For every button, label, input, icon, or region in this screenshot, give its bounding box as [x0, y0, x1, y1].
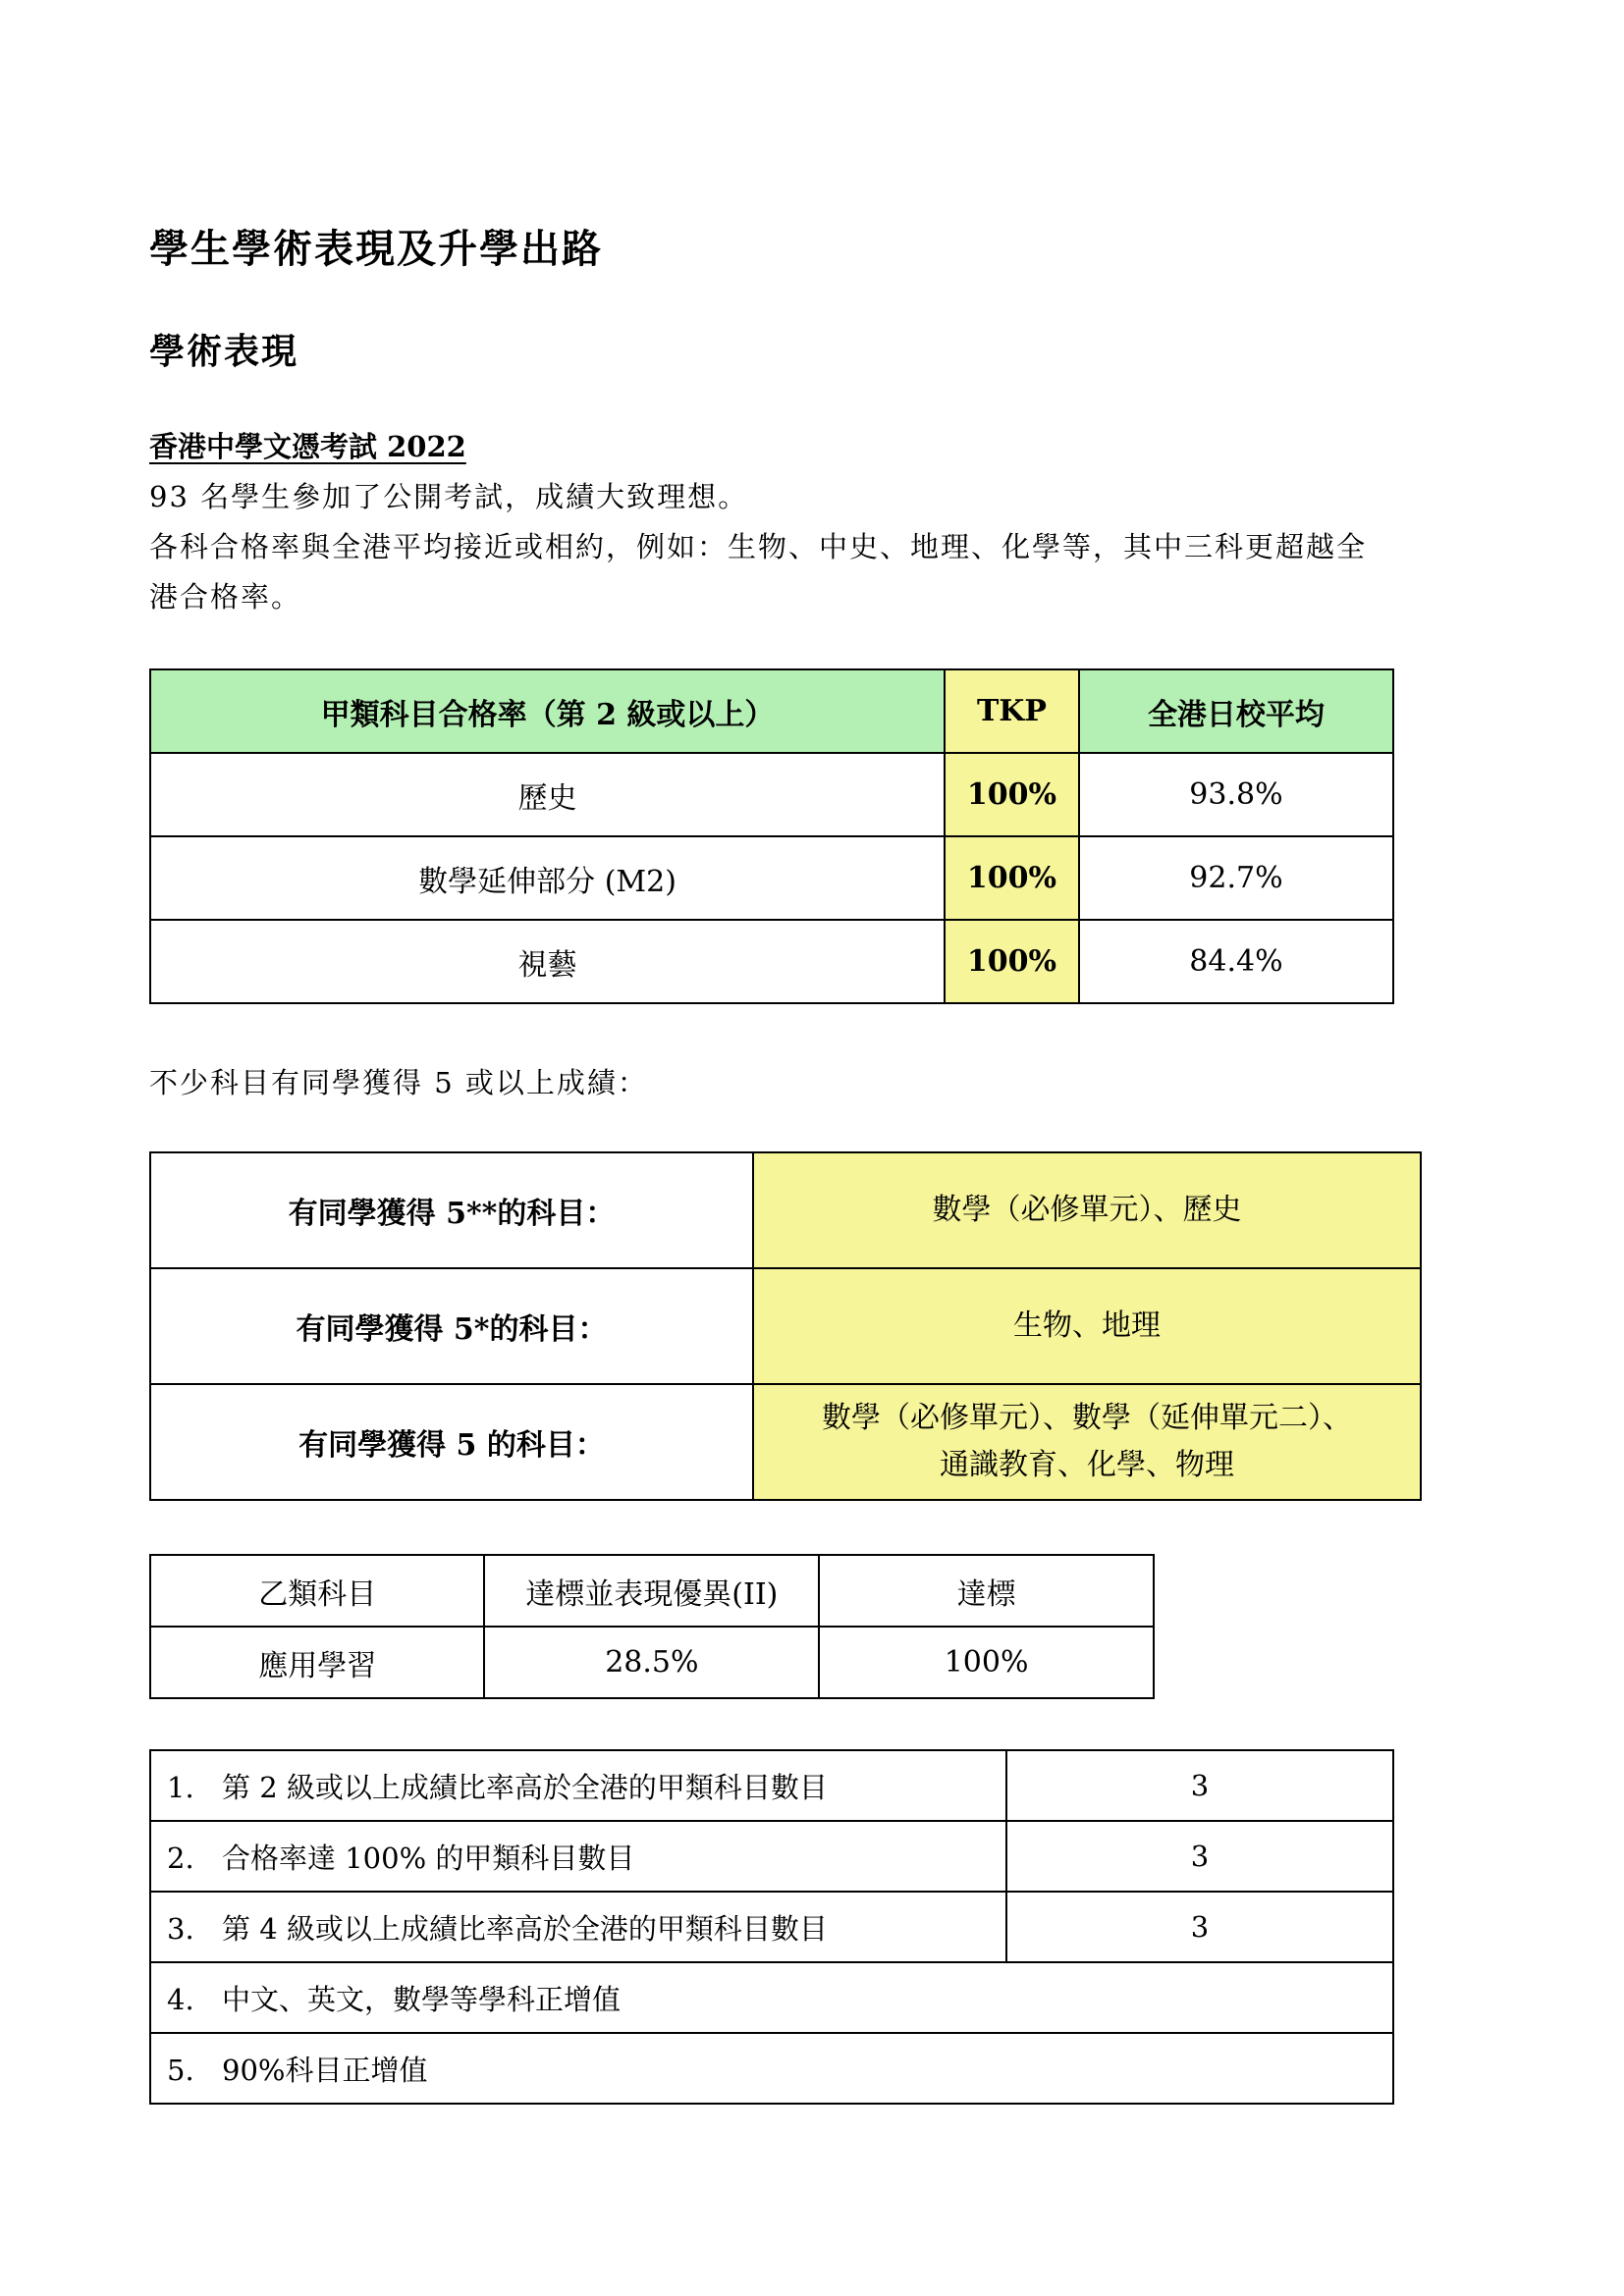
tkp-rate-cell: 100%: [945, 920, 1079, 1003]
item-value-cell: 3: [1006, 1821, 1393, 1892]
excellent-rate-cell: 28.5%: [484, 1627, 819, 1698]
grade-label-cell: 有同學獲得 5 的科目：: [150, 1384, 753, 1500]
tkp-rate-cell: 100%: [945, 836, 1079, 920]
header-category-b: 乙類科目: [150, 1555, 484, 1627]
subsection-title: 香港中學文憑考試 2022: [149, 430, 466, 463]
level5-intro: 不少科目有同學獲得 5 或以上成績：: [149, 1066, 648, 1099]
table-header-row: [150, 1555, 1154, 1627]
table-header-row: [150, 669, 1393, 753]
header-attained-excellent: 達標並表現優異(II): [484, 1555, 819, 1627]
intro-paragraph-1: 93 名學生參加了公開考試，成績大致理想。: [149, 480, 749, 513]
page-title: 學生學術表現及升學出路: [149, 226, 603, 272]
subjects-line: 數學（必修單元）、歷史: [932, 1193, 1242, 1227]
subjects-line: 通識教育、化學、物理: [940, 1448, 1234, 1482]
summary-item-cell: [150, 1821, 1006, 1892]
item-value-cell: 3: [1006, 1892, 1393, 1962]
subjects-line: 數學（必修單元）、數學（延伸單元二）、: [822, 1401, 1352, 1435]
item-number: 3.: [167, 1911, 194, 1946]
grade-subjects-cell: [753, 1268, 1421, 1384]
header-tkp: TKP: [945, 669, 1079, 753]
subjects-line: 生物、地理: [1013, 1308, 1161, 1343]
section-title: 學術表現: [149, 331, 299, 372]
grade-label-cell: 有同學獲得 5**的科目：: [150, 1152, 753, 1268]
pass-rate-table: [149, 668, 1394, 1004]
intro-paragraph-3: 港合格率。: [149, 580, 302, 614]
grade-label-cell: 有同學獲得 5*的科目：: [150, 1268, 753, 1384]
item-text: 合格率達 100% 的甲類科目數目: [222, 1841, 635, 1875]
header-subject: 甲類科目合格率（第 2 級或以上）: [150, 669, 945, 753]
item-number: 5.: [167, 2053, 194, 2087]
intro-paragraph-2: 各科合格率與全港平均接近或相約，例如：生物、中史、地理、化學等，其中三科更超越全: [149, 530, 1368, 563]
table-row: [150, 920, 1393, 1003]
top-grades-table: [149, 1151, 1422, 1501]
item-text: 90%科目正增值: [222, 2053, 428, 2087]
summary-item-cell: [150, 2033, 1393, 2104]
item-text: 第 4 級或以上成績比率高於全港的甲類科目數目: [222, 1911, 828, 1946]
subject-cell: 視藝: [150, 920, 945, 1003]
table-row: [150, 1892, 1393, 1962]
item-number: 1.: [167, 1770, 194, 1804]
subject-cell: 應用學習: [150, 1627, 484, 1698]
grade-subjects-cell: [753, 1384, 1421, 1500]
table-row: [150, 1268, 1421, 1384]
header-attained: 達標: [819, 1555, 1154, 1627]
header-hk-average: 全港日校平均: [1079, 669, 1393, 753]
grade-subjects-cell: [753, 1152, 1421, 1268]
item-text: 第 2 級或以上成績比率高於全港的甲類科目數目: [222, 1770, 828, 1804]
item-number: 4.: [167, 1982, 194, 2016]
attained-rate-cell: 100%: [819, 1627, 1154, 1698]
item-text: 中文、英文，數學等學科正增值: [222, 1982, 622, 2016]
table-row: [150, 1384, 1421, 1500]
subject-cell: 歷史: [150, 753, 945, 836]
table-row: [150, 1627, 1154, 1698]
table-row: [150, 836, 1393, 920]
table-row: [150, 1962, 1393, 2033]
hk-average-cell: 84.4%: [1079, 920, 1393, 1003]
table-row: [150, 753, 1393, 836]
category-b-table: [149, 1554, 1155, 1699]
summary-item-cell: [150, 1750, 1006, 1821]
tkp-rate-cell: 100%: [945, 753, 1079, 836]
summary-table: [149, 1749, 1394, 2105]
hk-average-cell: 93.8%: [1079, 753, 1393, 836]
table-row: [150, 1152, 1421, 1268]
table-row: [150, 1750, 1393, 1821]
summary-item-cell: [150, 1892, 1006, 1962]
subject-cell: 數學延伸部分 (M2): [150, 836, 945, 920]
item-number: 2.: [167, 1841, 194, 1875]
table-row: [150, 2033, 1393, 2104]
summary-item-cell: [150, 1962, 1393, 2033]
table-row: [150, 1821, 1393, 1892]
item-value-cell: 3: [1006, 1750, 1393, 1821]
hk-average-cell: 92.7%: [1079, 836, 1393, 920]
